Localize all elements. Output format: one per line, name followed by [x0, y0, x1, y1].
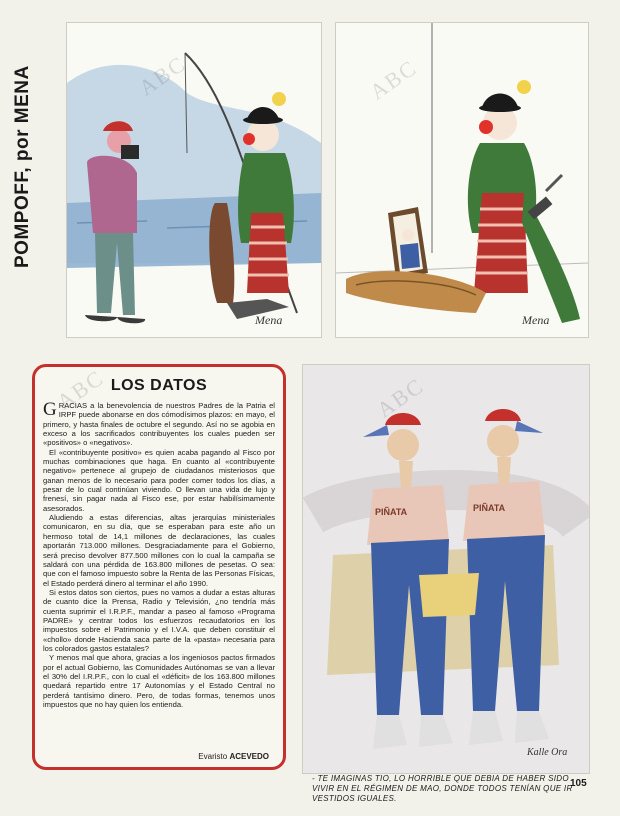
shirt-label: PIÑATA — [375, 507, 408, 517]
artist-signature: Mena — [522, 313, 550, 327]
article-paragraph: Y menos mal que ahora, gracias a los ingeniosos pactos firmados por el actual Gobierno, las Comunidades Autónomas se van a llevar el 30% del I.R.P.F., con lo cual el «déficit» de los 163.800 millones quedará repartido entre 17 Autonomías y el Estado Central no perderá tantísimo dinero. Pero, de todas formas, tenemos unos impuestos que no hay quien los entienda. — [43, 653, 275, 709]
article-title: LOS DATOS — [110, 377, 208, 394]
page-number: 105 — [570, 778, 587, 789]
article-paragraph: Aludiendo a estas diferencias, altas jerarquías ministeriales comunicaron, en su día, que se esperaban para este año un hermoso total de 14,1 millones de declaraciones, las cuales aportarán 713.000 millones. Desgraciadamente para el Gobierno, será preciso devolver 877.500 millones con lo cual la campaña se saldará con una pérdida de 163.800 millones de pesetas. O sea: que con el famoso impuesto sobre la Renta de las Personas Físicas, el Estado perderá dinero al terminar el año 1990. — [43, 513, 275, 588]
author-signature: Evaristo ACEVEDO — [198, 752, 269, 761]
article-paragraph: El «contribuyente positivo» es quien acaba pagando al Fisco por muchas combinaciones que haga. En cuanto al «contribuyente negativo» pertenece al grupejo de ciudadanos misteriosos que ganan menos de lo necesario para poder comer todos los días, a pesar de lo cual continúan viviendo. O llevan una vida de lujo y frenesí, sin pagar nada al Fisco ese, por estar habilísimamente asesorados. — [43, 447, 275, 513]
drop-cap: G — [43, 399, 57, 420]
clown-hanging-portrait-illustration — [336, 23, 588, 337]
article-paragraph: GRACIAS a la benevolencia de nuestros Padres de la Patria el IRPF puede abonarse en dos cómodísimos plazos: en mayo, el primero, y hasta finales de octubre el segundo. Así no se agobia en exceso a los sacrificados contribuyentes los cuales pueden ser «positivos» o «negativos». — [43, 399, 275, 448]
cartoon-caption: - TE IMAGINAS TIO, LO HORRIBLE QUE DEBIA DE HABER SIDO VIVIR EN EL RÉGIMEN DE MAO, DONDE TODOS TENÍAN QUE IR VESTIDOS IGUALES. — [312, 774, 573, 803]
watermark: ABC — [52, 364, 109, 415]
section-title: POMPOFF, por MENA — [12, 65, 33, 268]
clown-fishing-illustration — [67, 23, 321, 337]
shirt-label: PIÑATA — [473, 503, 506, 513]
artist-signature: Kalle Ora — [527, 747, 568, 758]
cartoon-twins — [302, 364, 590, 774]
twin-figures-illustration — [303, 365, 589, 773]
article-paragraph: Si estos datos son ciertos, pues no vamos a dudar a estas alturas de cuanto dice la Prensa, Radio y Televisión, ¿no tendría más cuenta suprimir el I.R.P.F., mandar a paseo al famoso «Programa PADRE» y centrar todos los esfuerzos recaudatorios en los impuestos sobre el Patrimonio y el I.V.A. que deben constituir el «chollo» donde Hacienda saca parte de la «pasta» necesaria para los colorados gastos estatales? — [43, 587, 275, 653]
cartoon-panel-left — [66, 22, 322, 338]
article-box — [32, 364, 286, 770]
cartoon-panel-right — [335, 22, 589, 338]
artist-signature: Mena — [255, 313, 283, 327]
